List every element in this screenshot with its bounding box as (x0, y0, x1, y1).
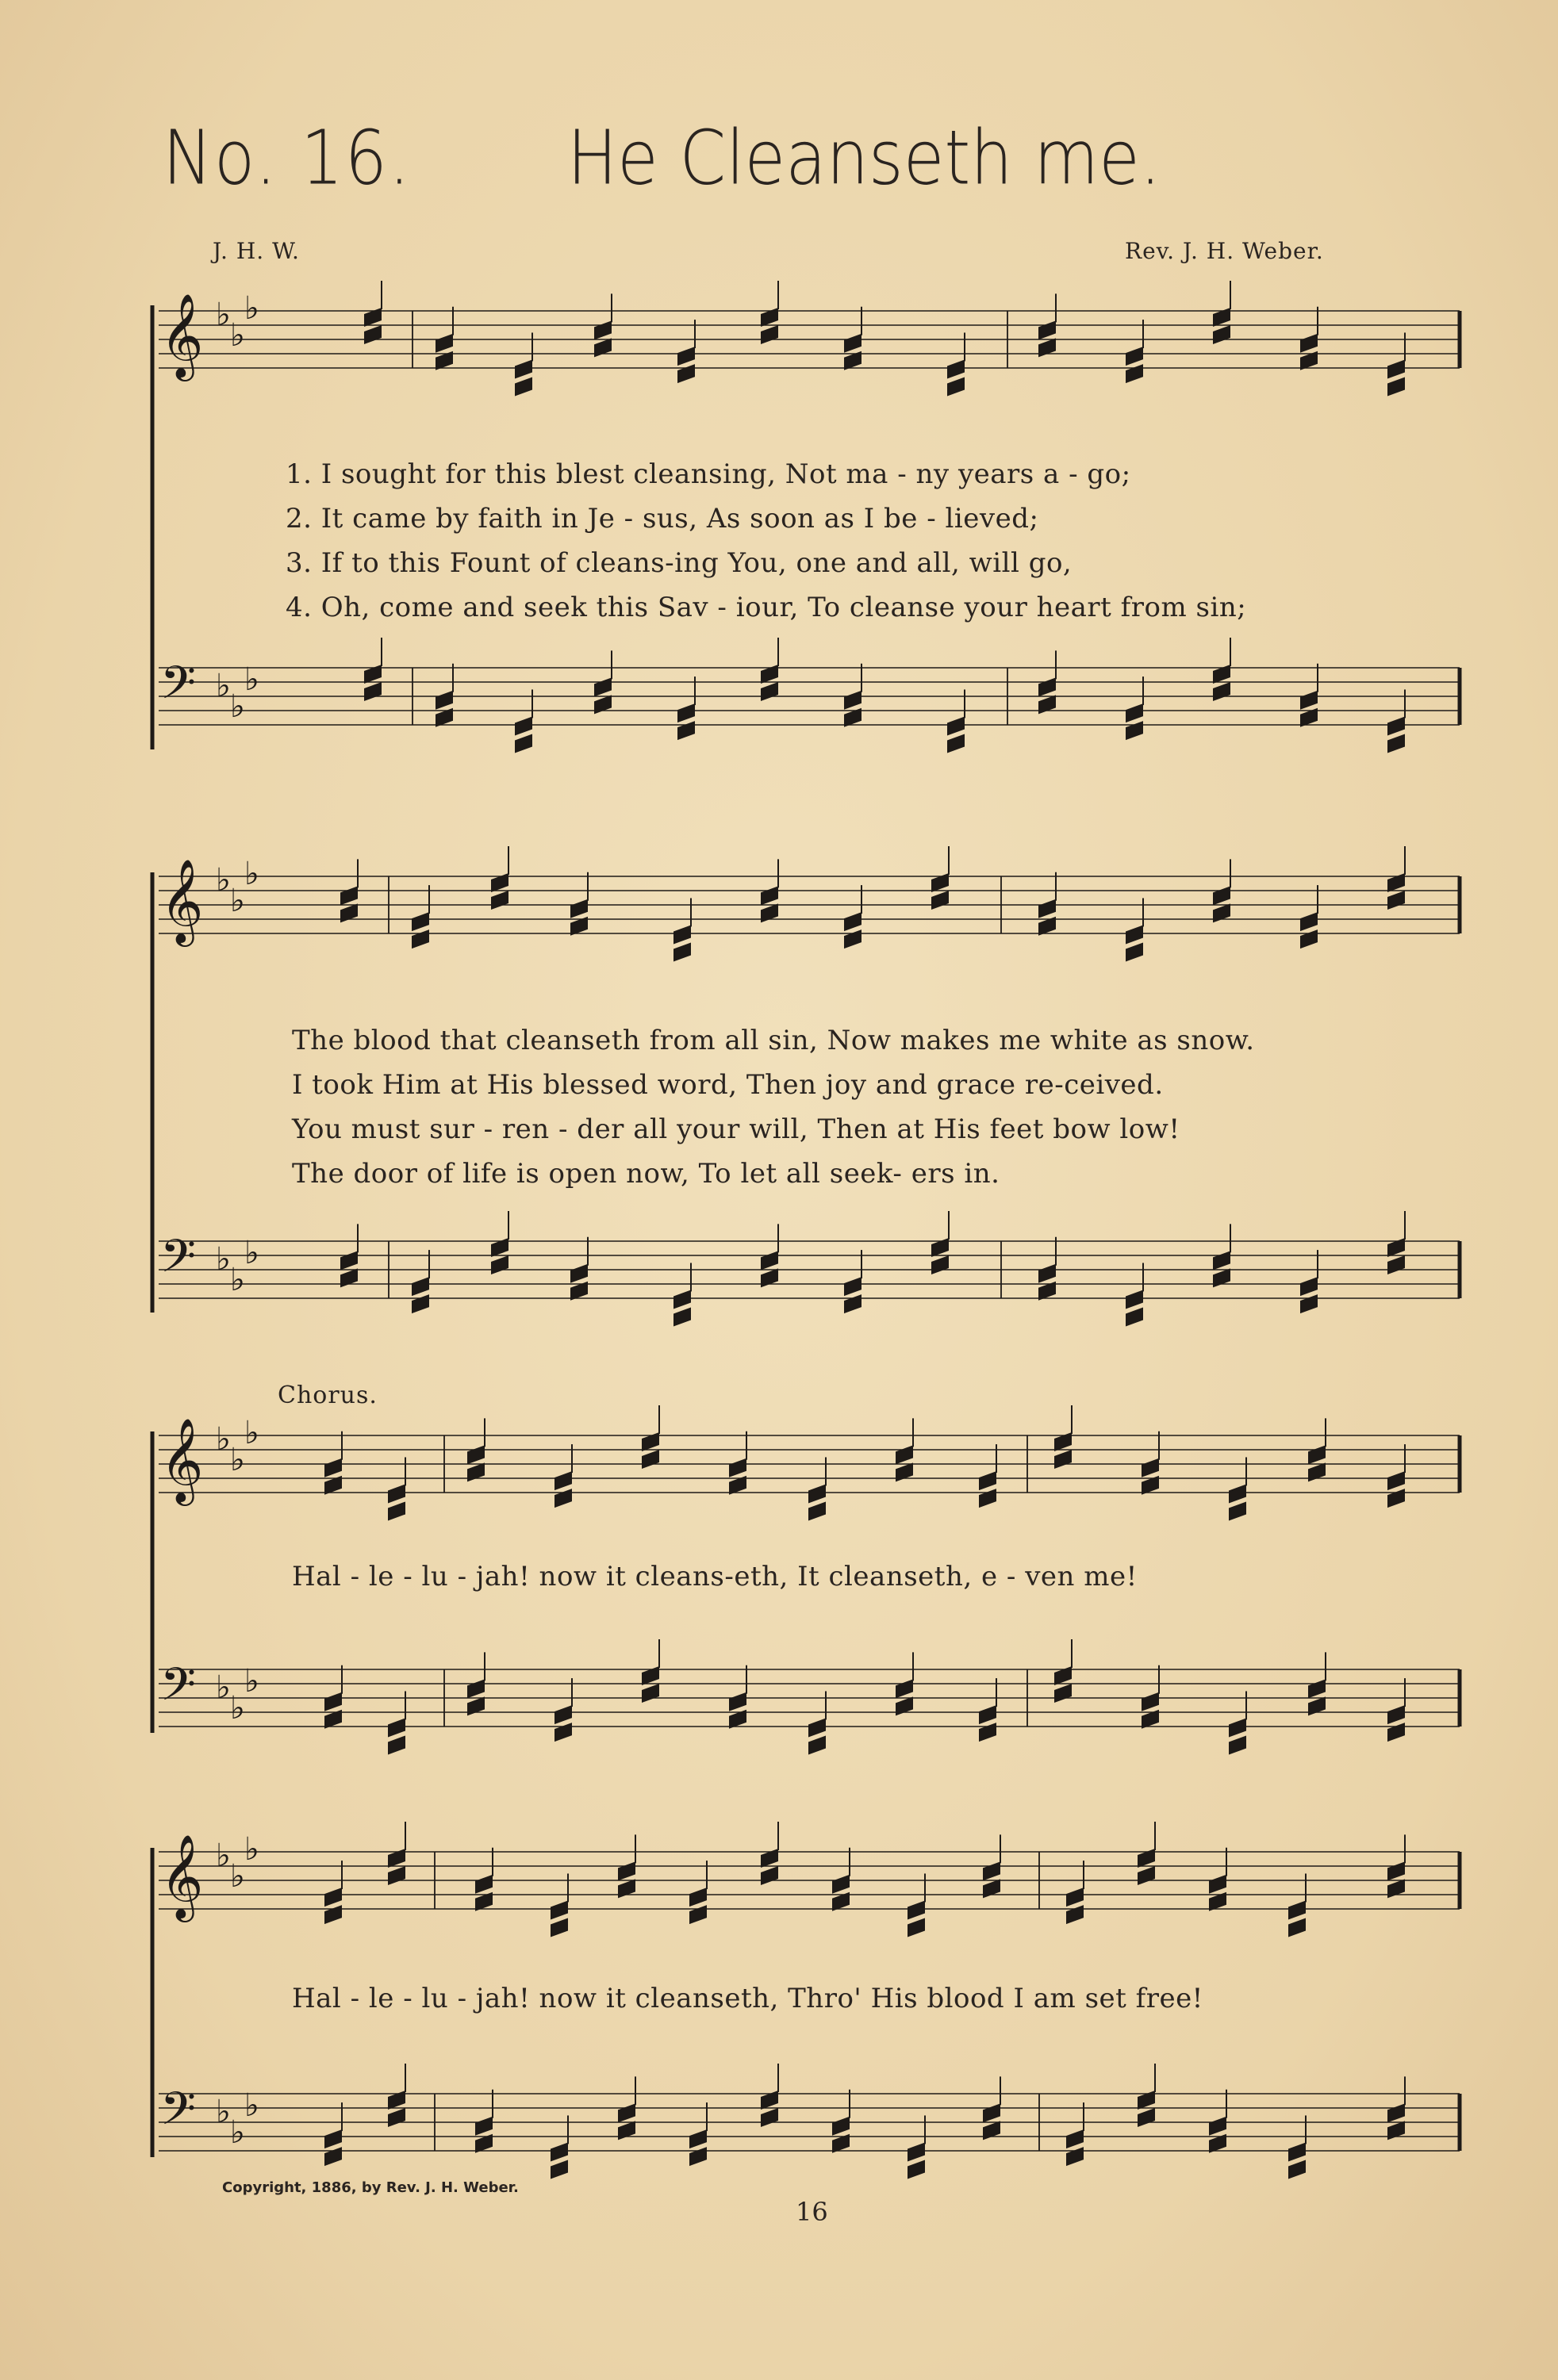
notehead (467, 1445, 485, 1464)
composer-credit: Rev. J. H. Weber. (1125, 238, 1324, 264)
notehead (515, 377, 532, 396)
notehead (979, 1489, 996, 1508)
notehead (1126, 347, 1143, 366)
notehead (832, 2117, 850, 2136)
notehead (908, 2142, 925, 2161)
notehead (642, 1684, 659, 1703)
lyricist-credit: J. H. W. (213, 238, 300, 264)
notehead (673, 942, 691, 961)
notehead (1387, 734, 1405, 753)
treble-clef: 𝄞 (160, 1417, 204, 1502)
notehead (844, 1294, 862, 1313)
verse-3-line-2: You must sur - ren - der all your will, Then at His feet bow low! (292, 1113, 1180, 1145)
notehead (1126, 703, 1143, 722)
notehead (677, 347, 695, 366)
notehead (947, 734, 965, 753)
flat-sign: ♭ (216, 1838, 231, 1874)
notehead (551, 2142, 568, 2161)
notehead (515, 716, 532, 735)
notehead (983, 1861, 1000, 1880)
notehead (388, 1484, 405, 1503)
flat-sign: ♭ (244, 661, 259, 698)
notehead (555, 1471, 572, 1490)
bass-clef: 𝄢 (160, 1658, 197, 1723)
notehead (689, 2147, 707, 2166)
notehead (1038, 677, 1056, 696)
notehead (1387, 1255, 1405, 1274)
notehead (555, 1723, 572, 1742)
notehead (896, 1445, 913, 1464)
notehead (832, 1875, 850, 1894)
notehead (947, 716, 965, 735)
notehead (1229, 1718, 1246, 1737)
notehead (761, 325, 778, 344)
flat-sign: ♭ (244, 1235, 259, 1271)
flat-sign: ♭ (230, 883, 245, 919)
notehead (1126, 942, 1143, 961)
bass-clef: 𝄢 (160, 2082, 197, 2147)
treble-clef: 𝄞 (160, 858, 204, 943)
notehead (761, 1251, 778, 1270)
notehead (1387, 1489, 1405, 1508)
notehead (1288, 1900, 1306, 1919)
notehead (412, 929, 429, 949)
notehead (808, 1735, 826, 1754)
notehead (515, 734, 532, 753)
notehead (475, 1875, 493, 1894)
page-number: 16 (796, 2197, 828, 2227)
notehead (340, 1251, 358, 1270)
notehead (1387, 716, 1405, 735)
notehead (1300, 1294, 1318, 1313)
notehead (436, 691, 453, 710)
notehead (340, 886, 358, 905)
notehead (1308, 1679, 1326, 1698)
notehead (1288, 1918, 1306, 1937)
flat-sign: ♭ (216, 862, 231, 899)
notehead (1229, 1735, 1246, 1754)
notehead (555, 1489, 572, 1508)
notehead (618, 2103, 635, 2122)
flat-sign: ♭ (244, 1831, 259, 1868)
notehead (388, 2108, 405, 2127)
notehead (1229, 1484, 1246, 1503)
notehead (618, 1861, 635, 1880)
notehead (689, 2129, 707, 2148)
notehead (551, 1900, 568, 1919)
flat-sign: ♭ (216, 2094, 231, 2130)
notehead (1066, 2147, 1084, 2166)
flat-sign: ♭ (244, 1415, 259, 1451)
notehead (1300, 929, 1318, 949)
notehead (808, 1501, 826, 1520)
notehead (555, 1705, 572, 1724)
chorus-line-2: Hal - le - lu - jah! now it cleanseth, Thro' His blood I am set free! (292, 1983, 1203, 2014)
notehead (594, 320, 612, 339)
notehead (931, 891, 949, 910)
notehead (594, 677, 612, 696)
notehead (388, 1735, 405, 1754)
notehead (1038, 1264, 1056, 1283)
notehead (844, 912, 862, 931)
notehead (1300, 912, 1318, 931)
notehead (761, 682, 778, 701)
notehead (1300, 691, 1318, 710)
notehead (1288, 2142, 1306, 2161)
notehead (570, 1264, 588, 1283)
notehead (947, 377, 965, 396)
notehead (324, 1458, 342, 1477)
flat-sign: ♭ (216, 297, 231, 333)
flat-sign: ♭ (216, 1669, 231, 1706)
flat-sign: ♭ (230, 688, 245, 725)
bass-clef: 𝄢 (160, 656, 197, 721)
notehead (979, 1705, 996, 1724)
notehead (1387, 359, 1405, 378)
notehead (979, 1471, 996, 1490)
flat-sign: ♭ (230, 2114, 245, 2151)
notehead (1387, 1705, 1405, 1724)
notehead (908, 1918, 925, 1937)
notehead (1387, 1861, 1405, 1880)
flat-sign: ♭ (216, 668, 231, 704)
notehead (1142, 1692, 1159, 1711)
notehead (570, 899, 588, 918)
notehead (1387, 2103, 1405, 2122)
notehead (1054, 1450, 1072, 1469)
notehead (436, 334, 453, 353)
notehead (844, 691, 862, 710)
notehead (844, 334, 862, 353)
notehead (324, 2129, 342, 2148)
notehead (983, 2103, 1000, 2122)
notehead (1209, 2117, 1226, 2136)
notehead (1387, 891, 1405, 910)
notehead (1288, 2160, 1306, 2179)
flat-sign: ♭ (230, 1690, 245, 1727)
notehead (673, 1290, 691, 1309)
notehead (642, 1450, 659, 1469)
notehead (475, 2117, 493, 2136)
notehead (412, 1277, 429, 1296)
notehead (761, 2108, 778, 2127)
notehead (1308, 1445, 1326, 1464)
flat-sign: ♭ (216, 1421, 231, 1458)
verse-2-line-1: 2. It came by faith in Je - sus, As soon as I be - lieved; (286, 503, 1039, 535)
flat-sign: ♭ (244, 290, 259, 327)
treble-clef: 𝄞 (160, 293, 204, 378)
notehead (931, 1255, 949, 1274)
notehead (467, 1679, 485, 1698)
notehead (1126, 364, 1143, 383)
bass-clef: 𝄢 (160, 1229, 197, 1294)
notehead (491, 1255, 508, 1274)
flat-sign: ♭ (230, 1442, 245, 1478)
flat-sign: ♭ (230, 317, 245, 354)
notehead (324, 2147, 342, 2166)
notehead (761, 886, 778, 905)
hymn-title: He Cleanseth me. (567, 114, 1161, 201)
notehead (1300, 334, 1318, 353)
notehead (551, 2160, 568, 2179)
notehead (1054, 1684, 1072, 1703)
notehead (673, 1307, 691, 1326)
notehead (1066, 1905, 1084, 1924)
notehead (677, 721, 695, 740)
flat-sign: ♭ (244, 1663, 259, 1700)
notehead (388, 1866, 405, 1885)
notehead (729, 1458, 746, 1477)
notehead (1126, 1290, 1143, 1309)
notehead (947, 359, 965, 378)
notehead (979, 1723, 996, 1742)
notehead (1066, 2129, 1084, 2148)
notehead (364, 325, 382, 344)
notehead (1229, 1501, 1246, 1520)
notehead (491, 891, 508, 910)
notehead (1213, 325, 1230, 344)
notehead (551, 1918, 568, 1937)
notehead (677, 364, 695, 383)
notehead (908, 1900, 925, 1919)
notehead (1126, 925, 1143, 944)
notehead (1213, 682, 1230, 701)
notehead (1126, 721, 1143, 740)
notehead (1213, 886, 1230, 905)
notehead (1213, 1251, 1230, 1270)
notehead (844, 929, 862, 949)
treble-clef: 𝄞 (160, 1834, 204, 1918)
notehead (1138, 2108, 1155, 2127)
flat-sign: ♭ (244, 856, 259, 892)
notehead (1066, 1888, 1084, 1907)
chorus-line-1: Hal - le - lu - jah! now it cleans-eth, It cleanseth, e - ven me! (292, 1561, 1138, 1592)
notehead (1387, 1723, 1405, 1742)
verse-4-line-2: The door of life is open now, To let all seek- ers in. (292, 1158, 1000, 1190)
notehead (515, 359, 532, 378)
notehead (689, 1905, 707, 1924)
flat-sign: ♭ (230, 1858, 245, 1895)
notehead (324, 1888, 342, 1907)
verse-2-line-2: I took Him at His blessed word, Then joy and grace re-ceived. (292, 1069, 1164, 1101)
notehead (1126, 1307, 1143, 1326)
notehead (729, 1692, 746, 1711)
notehead (324, 1905, 342, 1924)
notehead (808, 1718, 826, 1737)
notehead (1038, 320, 1056, 339)
notehead (1138, 1866, 1155, 1885)
notehead (808, 1484, 826, 1503)
copyright-notice: Copyright, 1886, by Rev. J. H. Weber. (222, 2179, 519, 2196)
notehead (388, 1718, 405, 1737)
flat-sign: ♭ (216, 1241, 231, 1278)
notehead (1300, 1277, 1318, 1296)
flat-sign: ♭ (244, 2087, 259, 2124)
notehead (677, 703, 695, 722)
verse-3-line-1: 3. If to this Fount of cleans-ing You, one and all, will go, (286, 547, 1073, 579)
notehead (1387, 377, 1405, 396)
notehead (896, 1679, 913, 1698)
notehead (412, 912, 429, 931)
notehead (673, 925, 691, 944)
verse-4-line-1: 4. Oh, come and seek this Sav - iour, To cleanse your heart from sin; (286, 592, 1247, 623)
notehead (412, 1294, 429, 1313)
notehead (1038, 899, 1056, 918)
chorus-label: Chorus. (278, 1382, 378, 1409)
notehead (364, 682, 382, 701)
flat-sign: ♭ (230, 1262, 245, 1298)
notehead (844, 1277, 862, 1296)
notehead (1142, 1458, 1159, 1477)
notehead (761, 1866, 778, 1885)
verse-1-line-1: 1. I sought for this blest cleansing, Not ma - ny years a - go; (286, 458, 1131, 490)
notehead (388, 1501, 405, 1520)
notehead (1209, 1875, 1226, 1894)
notehead (689, 1888, 707, 1907)
hymn-number: No. 16. (163, 114, 412, 201)
notehead (1387, 1471, 1405, 1490)
verse-1-line-2: The blood that cleanseth from all sin, Now makes me white as snow. (292, 1025, 1255, 1056)
notehead (908, 2160, 925, 2179)
notehead (324, 1692, 342, 1711)
